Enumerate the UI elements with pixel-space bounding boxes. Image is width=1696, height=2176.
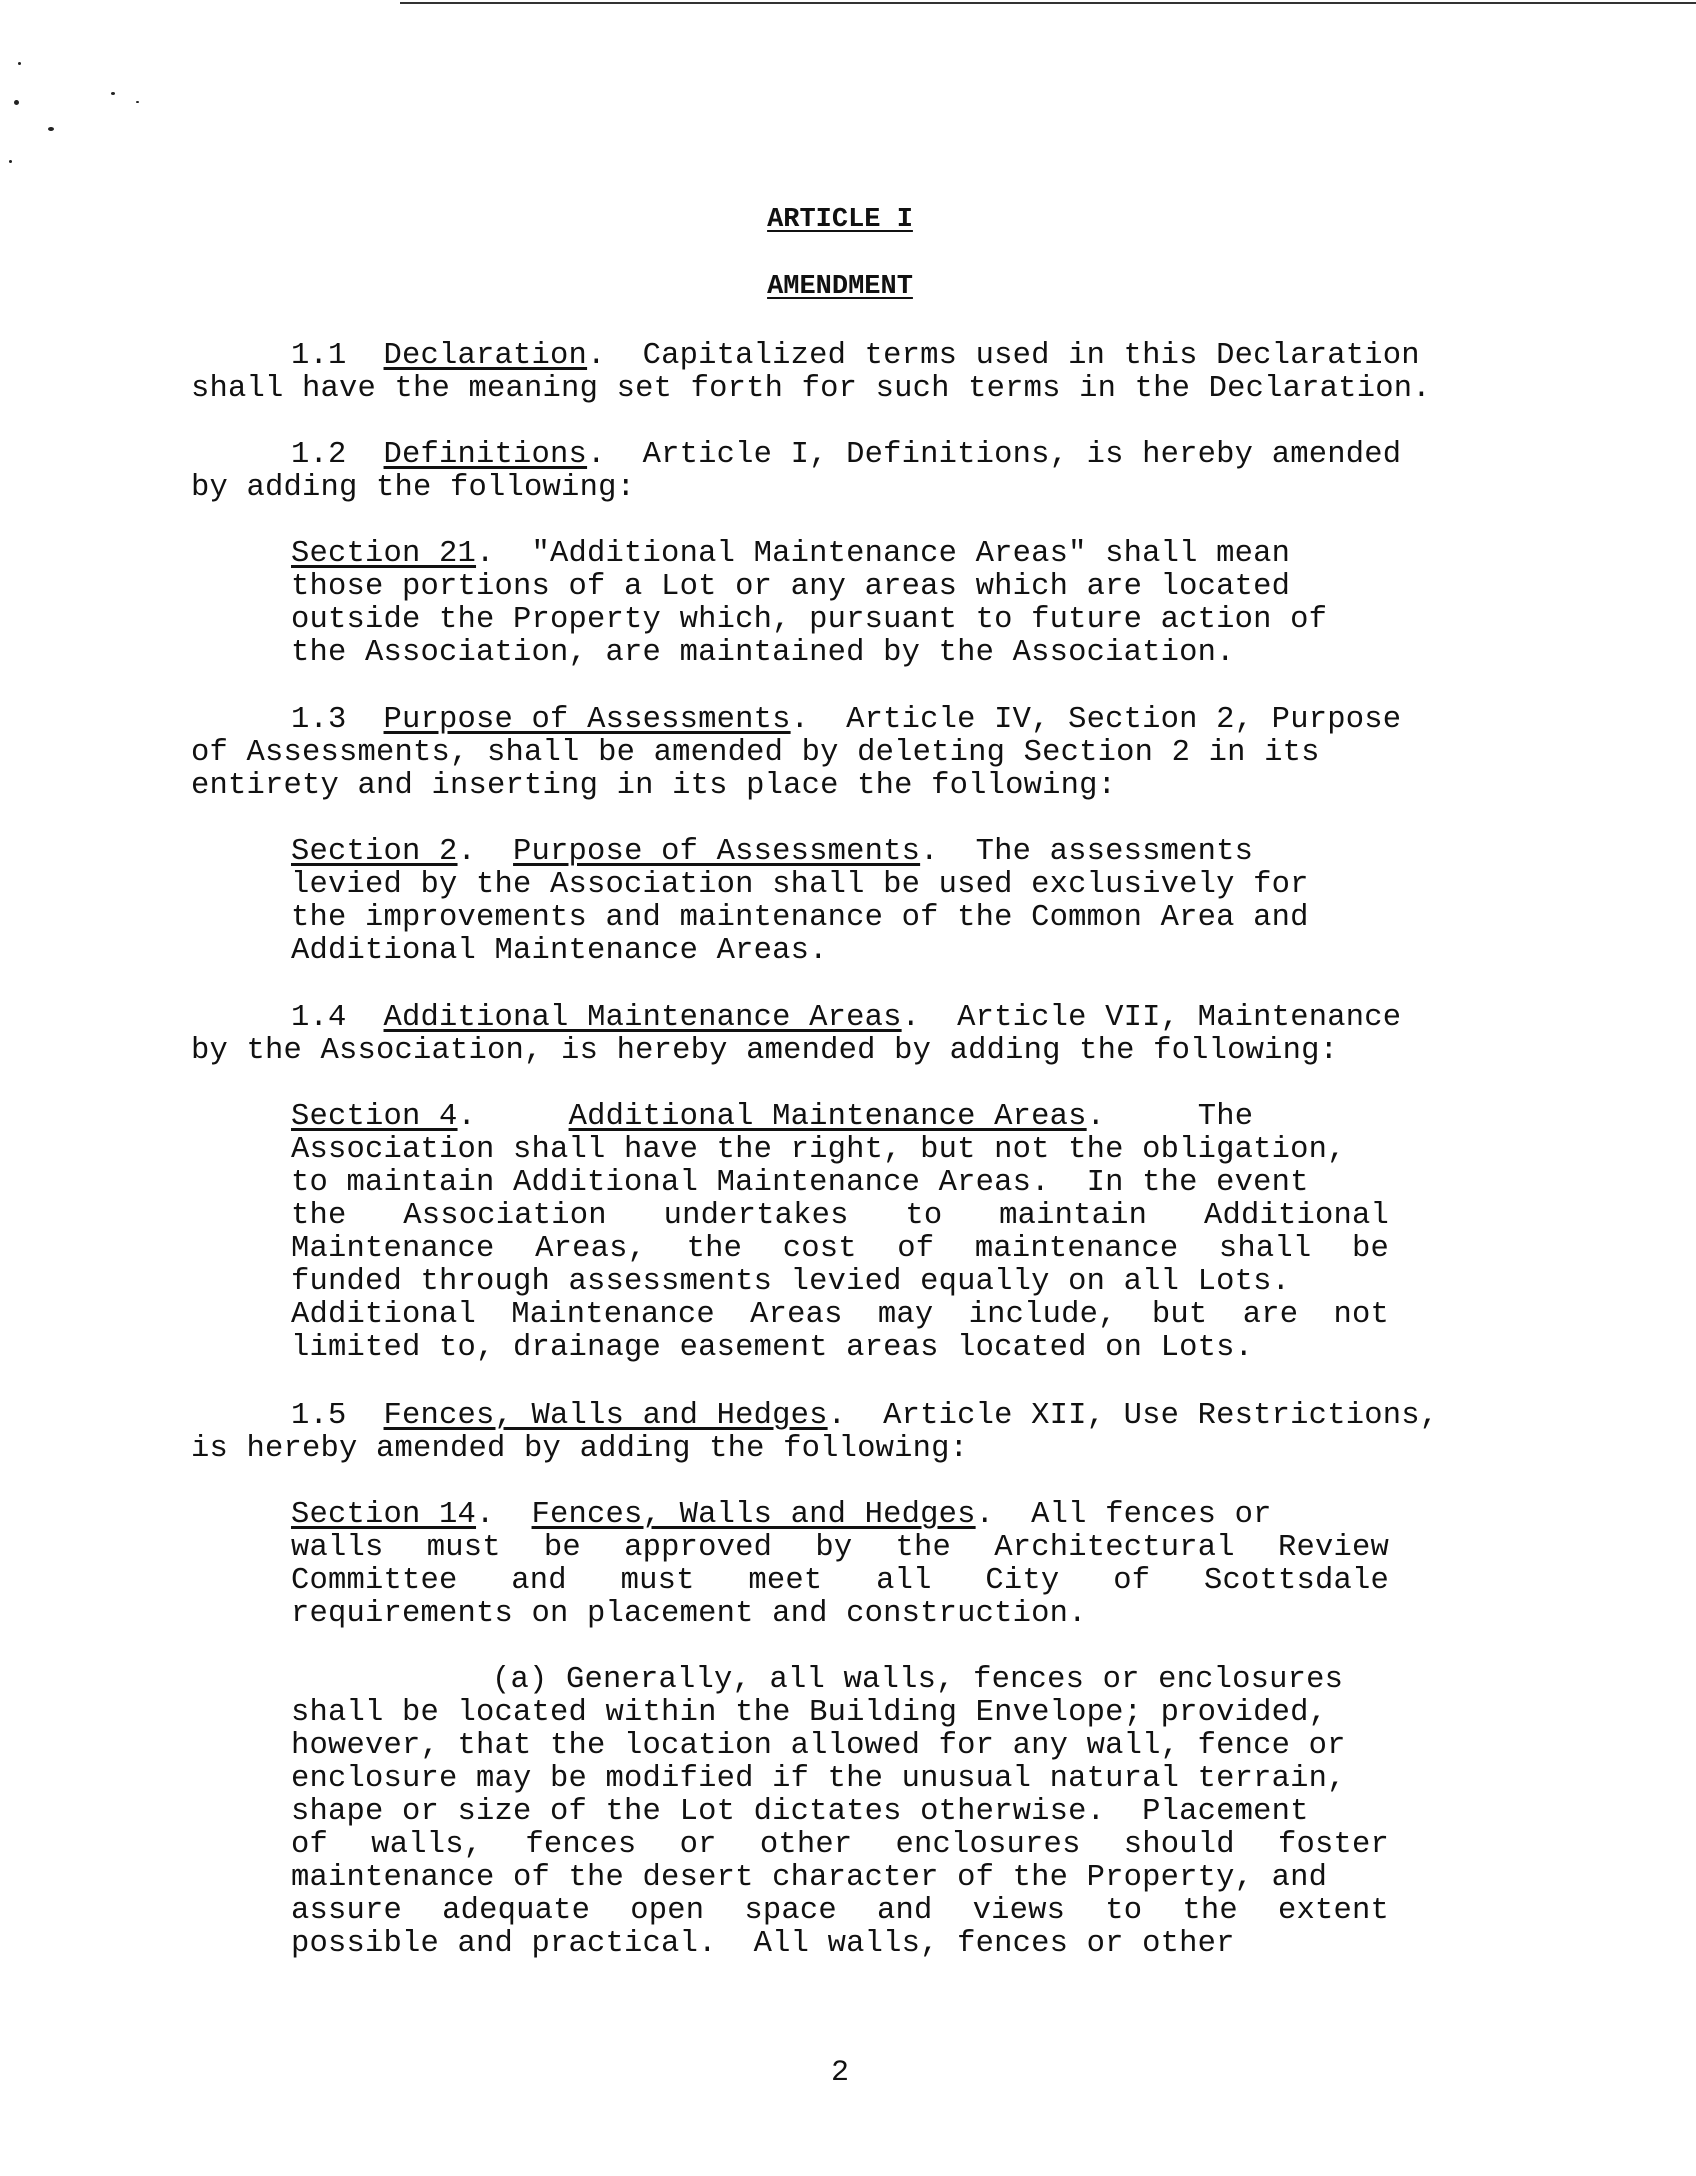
scan-speck bbox=[48, 127, 54, 131]
section-text: . Capitalized terms used in this Declaration bbox=[587, 339, 1420, 373]
section-14-line: requirements on placement and construction. bbox=[291, 1597, 1087, 1631]
section-text: . Article XII, Use Restrictions, bbox=[827, 1399, 1439, 1433]
section-heading: Definitions bbox=[383, 438, 588, 472]
section-4-line: limited to, drainage easement areas located on Lots. bbox=[291, 1331, 1254, 1365]
section-14-line: walls must be approved by the Architectural Review bbox=[291, 1531, 1389, 1565]
article-title: ARTICLE I bbox=[767, 205, 913, 235]
paragraph-a-line: enclosure may be modified if the unusual natural terrain, bbox=[291, 1762, 1346, 1796]
section-4-line: Section 4. Additional Maintenance Areas. The bbox=[291, 1100, 1254, 1134]
scan-speck bbox=[18, 62, 21, 65]
article-subtitle: AMENDMENT bbox=[767, 272, 913, 302]
page-number: 2 bbox=[830, 2056, 849, 2090]
section-2-line: the improvements and maintenance of the Common Area and bbox=[291, 901, 1309, 935]
section-21-line bbox=[291, 538, 1290, 571]
section-14-line: Section 14. Fences, Walls and Hedges. All fences or bbox=[291, 1498, 1272, 1532]
section-1-5-line: is hereby amended by adding the following: bbox=[191, 1432, 969, 1466]
section-heading: Declaration bbox=[383, 339, 588, 373]
subsection-text: . The assessments bbox=[920, 835, 1254, 869]
section-1-1-line: shall have the meaning set forth for such terms in the Declaration. bbox=[191, 372, 1431, 406]
paragraph-a-line: maintenance of the desert character of the Property, and bbox=[291, 1861, 1328, 1895]
section-text: . Article I, Definitions, is hereby amended bbox=[587, 438, 1402, 472]
scan-speck bbox=[9, 160, 12, 163]
section-4-line: funded through assessments levied equally on all Lots. bbox=[291, 1265, 1291, 1299]
section-2-line: Additional Maintenance Areas. bbox=[291, 934, 828, 968]
section-heading: Purpose of Assessments bbox=[383, 703, 791, 737]
section-1-1-line bbox=[291, 340, 1420, 373]
section-1-4-line: by the Association, is hereby amended by adding the following: bbox=[191, 1034, 1339, 1068]
section-4-line: the Association undertakes to maintain Additional bbox=[291, 1199, 1389, 1233]
subsection-label: Section 4 bbox=[291, 1100, 458, 1134]
section-2-line: Section 2. Purpose of Assessments. The assessments bbox=[291, 835, 1254, 869]
subsection-text: . "Additional Maintenance Areas" shall mean bbox=[476, 537, 1291, 571]
section-text: . Article IV, Section 2, Purpose bbox=[790, 703, 1402, 737]
paragraph-a-line: possible and practical. All walls, fences or other bbox=[291, 1927, 1235, 1961]
subsection-title: Fences, Walls and Hedges bbox=[531, 1498, 976, 1532]
section-number: 1.5 bbox=[291, 1399, 347, 1433]
paragraph-a-line: assure adequate open space and views to the extent bbox=[291, 1894, 1389, 1928]
paragraph-a-line: (a) Generally, all walls, fences or enclosures bbox=[492, 1663, 1344, 1697]
subsection-label: Section 21 bbox=[291, 537, 477, 571]
paragraph-a-line: however, that the location allowed for any wall, fence or bbox=[291, 1729, 1346, 1763]
section-4-line: Additional Maintenance Areas may include, but are not bbox=[291, 1298, 1389, 1332]
subsection-label: Section 2 bbox=[291, 835, 458, 869]
section-number: 1.1 bbox=[291, 339, 347, 373]
section-number: 1.3 bbox=[291, 703, 347, 737]
subsection-label: Section 14 bbox=[291, 1498, 477, 1532]
subsection-title: Additional Maintenance Areas bbox=[568, 1100, 1087, 1134]
subsection-text: . All fences or bbox=[975, 1498, 1272, 1532]
section-4-line: Maintenance Areas, the cost of maintenance shall be bbox=[291, 1232, 1389, 1266]
paragraph-a-line: shall be located within the Building Envelope; provided, bbox=[291, 1696, 1328, 1730]
section-number: 1.4 bbox=[291, 1001, 347, 1035]
subsection-text: The bbox=[1197, 1100, 1254, 1134]
section-text: . Article VII, Maintenance bbox=[901, 1001, 1402, 1035]
paragraph-a-line: of walls, fences or other enclosures should foster bbox=[291, 1828, 1389, 1862]
section-1-4-line bbox=[291, 1002, 1401, 1035]
section-1-5-line bbox=[291, 1400, 1438, 1433]
section-21-line: outside the Property which, pursuant to future action of bbox=[291, 603, 1328, 637]
section-heading: Additional Maintenance Areas bbox=[383, 1001, 902, 1035]
section-1-2-line bbox=[291, 439, 1401, 472]
section-14-line: Committee and must meet all City of Scottsdale bbox=[291, 1564, 1389, 1598]
section-1-3-line: of Assessments, shall be amended by deleting Section 2 in its bbox=[191, 736, 1320, 770]
section-heading: Fences, Walls and Hedges bbox=[383, 1399, 828, 1433]
section-1-3-line: entirety and inserting in its place the following: bbox=[191, 769, 1117, 803]
section-2-line: levied by the Association shall be used exclusively for bbox=[291, 868, 1309, 902]
section-4-line: to maintain Additional Maintenance Areas. In the event bbox=[291, 1166, 1309, 1200]
scan-speck bbox=[14, 100, 19, 105]
scan-speck bbox=[136, 101, 139, 103]
scan-speck bbox=[111, 92, 115, 95]
scan-top-edge bbox=[400, 2, 1696, 4]
section-4-line: Association shall have the right, but not the obligation, bbox=[291, 1133, 1346, 1167]
section-1-2-line: by adding the following: bbox=[191, 471, 636, 505]
section-21-line: the Association, are maintained by the Association. bbox=[291, 636, 1235, 670]
section-1-3-line bbox=[291, 704, 1401, 737]
section-21-line: those portions of a Lot or any areas which are located bbox=[291, 570, 1291, 604]
subsection-title: Purpose of Assessments bbox=[513, 835, 921, 869]
paragraph-a-line: shape or size of the Lot dictates otherwise. Placement bbox=[291, 1795, 1309, 1829]
section-number: 1.2 bbox=[291, 438, 347, 472]
